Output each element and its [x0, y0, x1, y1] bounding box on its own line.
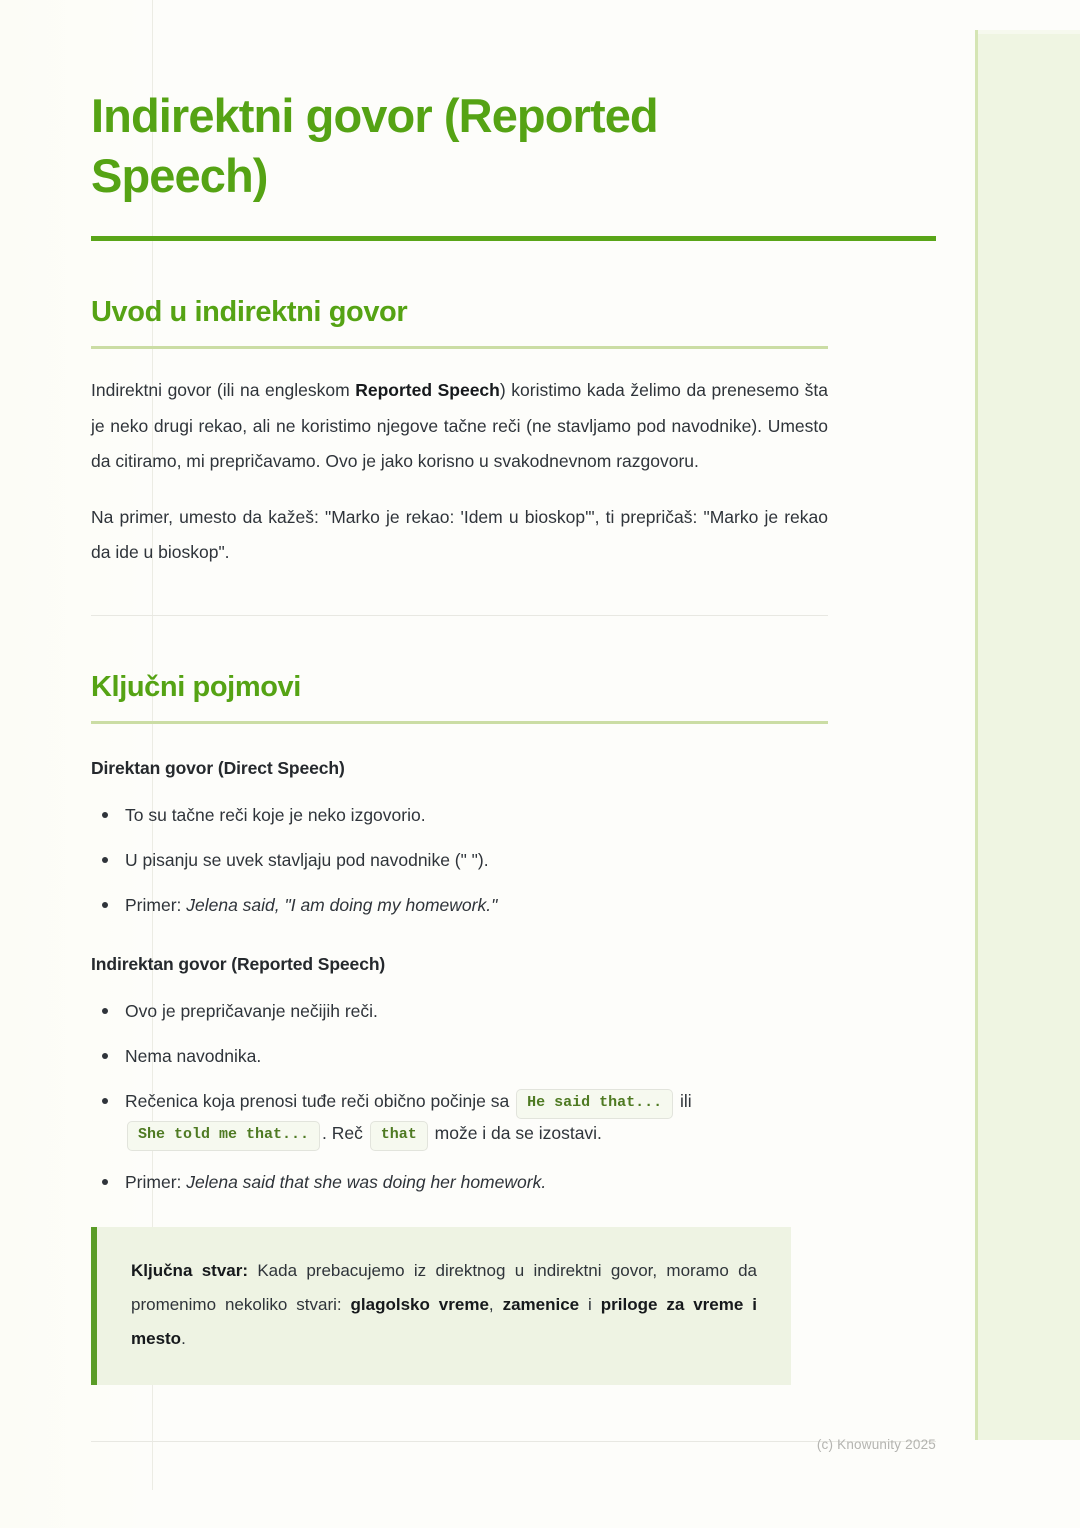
paragraph-intro-2: Na primer, umesto da kažeš: "Marko je rekao: 'Idem u bioskop'", ti prepričaš: "Marko je rekao da ide u bioskop".	[91, 506, 828, 563]
callout-bold-zamenice: zamenice	[502, 1295, 580, 1315]
callout-text	[131, 1254, 757, 1356]
paragraph-intro-1	[91, 349, 828, 480]
list-item	[125, 891, 865, 919]
code-chip-that: that	[370, 1121, 428, 1151]
callout-segment: i	[579, 1295, 601, 1315]
page-title: Indirektni govor (Reported Speech)	[91, 89, 658, 202]
inline-bold-reported-speech: Reported Speech	[355, 380, 500, 401]
list-item-text-segment: . Reč	[322, 1123, 368, 1144]
footer-copyright: (c) Knowunity 2025	[816, 1437, 936, 1452]
callout-lead: Ključna stvar:	[131, 1261, 249, 1281]
list-direktan-govor	[91, 779, 865, 920]
code-chip-he-said-that: He said that...	[516, 1089, 673, 1119]
list-item-text-segment: ili	[675, 1091, 692, 1112]
list-item: To su tačne reči koje je neko izgovorio.	[125, 801, 865, 829]
callout-segment: ,	[488, 1295, 503, 1315]
section-heading-uvod: Uvod u indirektni govor	[91, 296, 408, 329]
page-edge-strip	[978, 30, 1080, 1440]
list-item: U pisanju se uvek stavljaju pod navodnike (" ").	[125, 846, 865, 874]
subsection-heading-direktan-govor: Direktan govor (Direct Speech)	[91, 757, 345, 778]
list-item	[125, 1168, 865, 1196]
list-item: Nema navodnika.	[125, 1042, 865, 1070]
list-item	[125, 1087, 865, 1151]
callout-bold-glagolsko-vreme: glagolsko vreme	[350, 1295, 489, 1315]
list-item-example: Jelena said, "I am doing my homework."	[186, 895, 498, 916]
callout-segment: .	[181, 1329, 186, 1349]
list-item-example: Jelena said that she was doing her homework.	[186, 1171, 547, 1192]
paragraph-intro-1-part-a: Indirektni govor (ili na engleskom	[91, 380, 356, 401]
section-uvod	[91, 241, 836, 615]
list-item-label: Primer:	[125, 1171, 187, 1192]
list-item-text-segment: Rečenica koja prenosi tuđe reči obično počinje sa	[125, 1091, 515, 1112]
paragraph-intro-1-part-b: ) koristimo kada želimo da prenesemo šta je neko drugi rekao, ali ne koristimo njegove tačne reči (ne stavljamo pod navodnike). Umesto da citiramo, mi prepričavamo. Ovo je jako korisno u svakodnevnom razgovoru.	[91, 380, 828, 472]
key-takeaway-callout	[91, 1227, 791, 1385]
section-kljucni-pojmovi	[91, 616, 836, 1442]
code-chip-she-told-me-that: She told me that...	[127, 1121, 320, 1151]
list-indirektan-govor	[91, 975, 865, 1197]
document-content	[91, 0, 836, 1442]
section-heading-kljucni-pojmovi: Ključni pojmovi	[91, 670, 301, 703]
list-item-text-segment: može i da se izostavi.	[429, 1123, 602, 1144]
page-edge-strip-cap	[978, 30, 1080, 34]
list-item-label: Primer:	[125, 895, 187, 916]
callout-bold-priloge: priloge za vreme i mesto	[131, 1295, 757, 1349]
list-item: Ovo je prepričavanje nečijih reči.	[125, 997, 865, 1025]
callout-segment: Kada prebacujemo iz direktnog u indirektni govor, moramo da promenimo nekoliko stvari:	[131, 1261, 757, 1315]
subsection-heading-indirektan-govor: Indirektan govor (Reported Speech)	[91, 953, 386, 974]
